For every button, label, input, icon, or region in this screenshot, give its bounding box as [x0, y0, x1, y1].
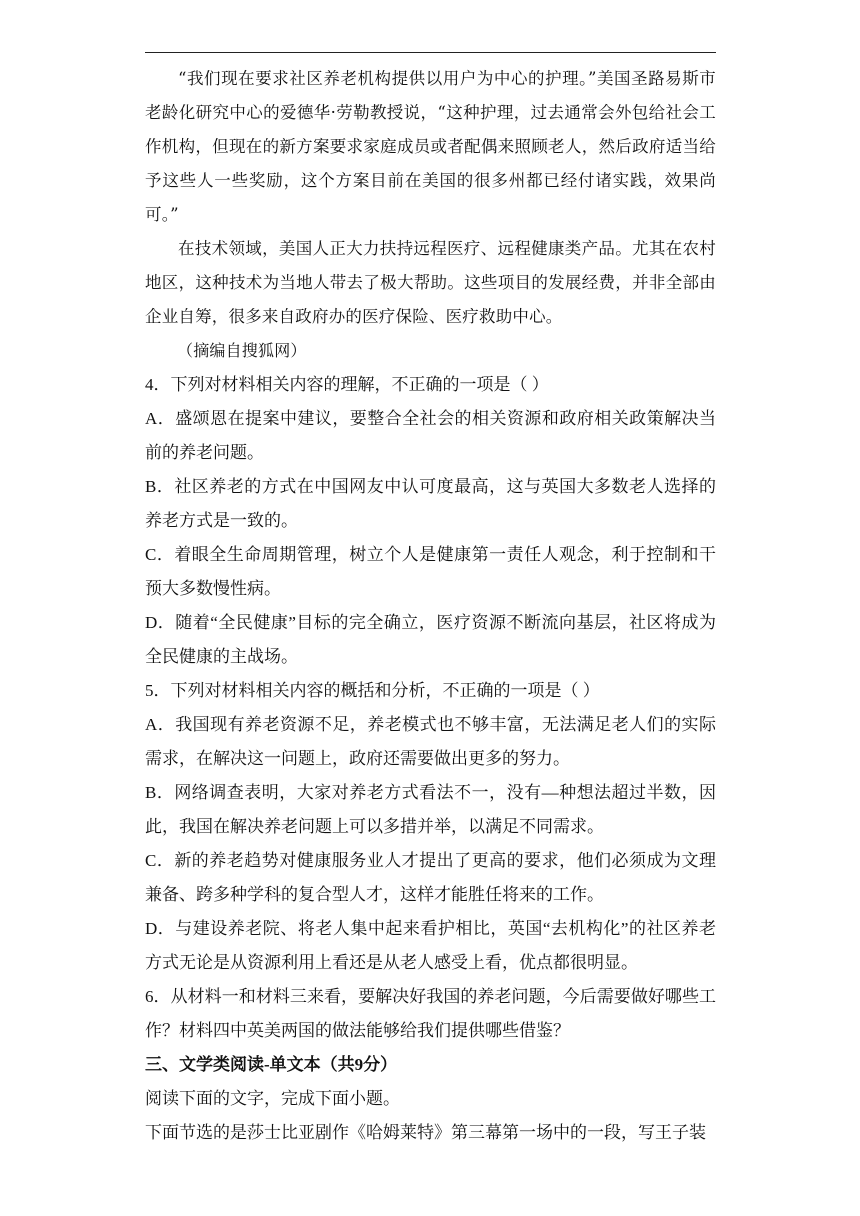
question-5-option-b: B．网络调查表明，大家对养老方式看法不一，没有—种想法超过半数，因此，我国在解决养老问题上可以多措并举，以满足不同需求。 — [145, 783, 716, 836]
question-5-option-c: C．新的养老趋势对健康服务业人才提出了更高的要求，他们必须成为文理兼备、跨多种学科的复合型人才，这样才能胜任将来的工作。 — [145, 851, 716, 904]
question-4 — [145, 368, 716, 674]
question-4-option-b: B．社区养老的方式在中国网友中认可度最高，这与英国大多数老人选择的养老方式是一致的。 — [145, 477, 716, 530]
section-3 — [145, 1048, 716, 1150]
passage-excerpt — [145, 62, 716, 368]
question-6-stem: 6．从材料一和材料三来看，要解决好我国的养老问题，今后需要做好哪些工作？材料四中英美两国的做法能够给我们提供哪些借鉴？ — [145, 987, 716, 1040]
question-5-option-d: D．与建设养老院、将老人集中起来看护相比，英国“去机构化”的社区养老方式无论是从资源利用上看还是从老人感受上看，优点都很明显。 — [145, 919, 716, 972]
question-4-option-a: A．盛颂恩在提案中建议，要整合全社会的相关资源和政府相关政策解决当前的养老问题。 — [145, 409, 716, 462]
section-3-title: 三、文学类阅读-单文本（共9分） — [145, 1055, 398, 1074]
header-rule — [145, 52, 716, 53]
page-content — [145, 62, 716, 1150]
section-3-intro: 下面节选的是莎士比亚剧作《哈姆莱特》第三幕第一场中的一段，写王子装 — [145, 1123, 706, 1142]
passage-paragraph-1: “我们现在要求社区养老机构提供以用户为中心的护理。”美国圣路易斯市老龄化研究中心的爱德华·劳勒教授说，“这种护理，过去通常会外包给社会工作机构，但现在的新方案要求家庭成员或者配偶来照顾老人，然后政府适当给予这些人一些奖励，这个方案目前在美国的很多州都已经付诸实践，效果尚可。” — [145, 69, 716, 224]
question-5-option-a: A．我国现有养老资源不足，养老模式也不够丰富，无法满足老人们的实际需求，在解决这一问题上，政府还需要做出更多的努力。 — [145, 715, 716, 768]
question-5-stem: 5．下列对材料相关内容的概括和分析，不正确的一项是（ ） — [145, 681, 600, 700]
question-5 — [145, 674, 716, 980]
section-3-instruction: 阅读下面的文字，完成下面小题。 — [145, 1089, 400, 1108]
question-4-option-c: C．着眼全生命周期管理，树立个人是健康第一责任人观念，利于控制和干预大多数慢性病。 — [145, 545, 716, 598]
passage-paragraph-2: 在技术领域，美国人正大力扶持远程医疗、远程健康类产品。尤其在农村地区，这种技术为当地人带去了极大帮助。这些项目的发展经费，并非全部由企业自筹，很多来自政府办的医疗保险、医疗救助中心。 — [145, 239, 716, 326]
passage-source: （摘编自搜狐网） — [177, 341, 307, 360]
question-4-option-d: D．随着“全民健康”目标的完全确立，医疗资源不断流向基层，社区将成为全民健康的主战场。 — [145, 613, 716, 666]
question-4-stem: 4．下列对材料相关内容的理解，不正确的一项是（ ） — [145, 375, 549, 394]
question-6 — [145, 980, 716, 1048]
